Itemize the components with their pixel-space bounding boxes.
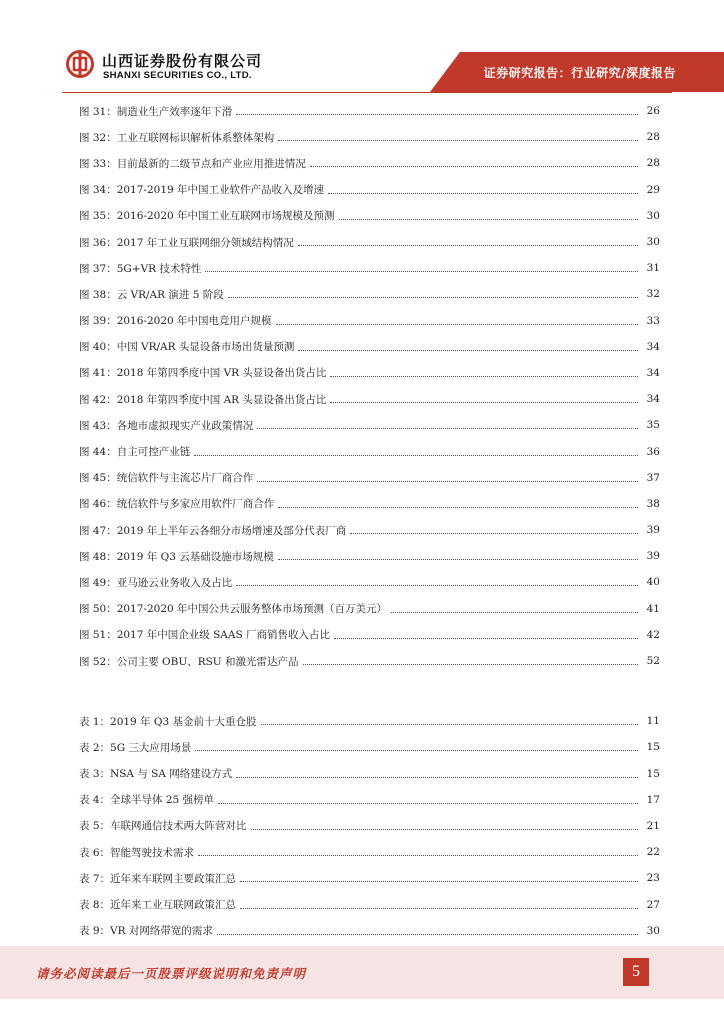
dot-leader: [217, 933, 638, 935]
toc-entry-label: 图 47：2019 年上半年云各细分市场增速及部分代表厂商: [79, 524, 347, 537]
toc-entry-page: 41: [646, 602, 660, 615]
dot-leader: [257, 427, 638, 429]
dot-leader: [328, 192, 638, 194]
toc-entry-label: 表 3：NSA 与 SA 网络建设方式: [79, 768, 233, 781]
dot-leader: [330, 375, 638, 377]
toc-entry[interactable]: [79, 569, 660, 595]
toc-entry[interactable]: [79, 177, 660, 203]
toc-entry[interactable]: [79, 761, 660, 787]
toc-entry-page: 28: [646, 131, 660, 144]
dot-leader: [350, 532, 638, 534]
toc-entry-page: 38: [646, 497, 660, 510]
dot-leader: [261, 723, 638, 725]
toc-entry-label: 表 1：2019 年 Q3 基金前十大重仓股: [79, 715, 257, 728]
dot-leader: [391, 611, 638, 613]
toc-entry-page: 15: [646, 741, 660, 754]
toc-entry-label: 图 49：亚马逊云业务收入及占比: [79, 576, 233, 589]
dot-leader: [298, 244, 638, 246]
toc-entry-page: 22: [646, 846, 660, 859]
toc-entry-page: 39: [646, 550, 660, 563]
toc-entry-page: 17: [646, 793, 660, 806]
toc-entry-page: 40: [646, 576, 660, 589]
page-header: [0, 0, 724, 95]
toc-entry[interactable]: [79, 438, 660, 464]
toc-entry[interactable]: [79, 918, 660, 944]
toc-entry[interactable]: [79, 386, 660, 412]
company-logo-icon: [66, 50, 94, 78]
toc-entry[interactable]: [79, 543, 660, 569]
section-gap: [79, 674, 660, 708]
toc-entry-label: 图 42：2018 年第四季度中国 AR 头显设备出货占比: [79, 393, 327, 406]
toc-entry-label: 表 8：近年来工业互联网政策汇总: [79, 899, 237, 912]
toc-entry[interactable]: [79, 865, 660, 891]
toc-entry-page: 27: [646, 898, 660, 911]
toc-entry-label: 图 40：中国 VR/AR 头显设备市场出货量预测: [79, 341, 295, 354]
table-list: [79, 708, 660, 944]
toc-entry-label: 表 5：车联网通信技术两大阵营对比: [79, 820, 247, 833]
toc-entry-label: 图 46：统信软件与多家应用软件厂商合作: [79, 498, 275, 511]
toc-entry[interactable]: [79, 891, 660, 917]
toc-entry[interactable]: [79, 734, 660, 760]
dot-leader: [236, 776, 638, 778]
dot-leader: [194, 454, 638, 456]
dot-leader: [195, 749, 638, 751]
toc-entry-page: 36: [646, 445, 660, 458]
toc-entry-page: 39: [646, 524, 660, 537]
toc-entry-label: 图 35：2016-2020 年中国工业互联网市场规模及预测: [79, 210, 335, 223]
dot-leader: [198, 854, 638, 856]
dot-leader: [298, 349, 638, 351]
toc-entry-label: 图 31：制造业生产效率逐年下滑: [79, 105, 233, 118]
toc-entry[interactable]: [79, 839, 660, 865]
toc-entry-page: 30: [646, 236, 660, 249]
toc-entry-label: 表 2：5G 三大应用场景: [79, 741, 192, 754]
toc-entry-label: 图 45：统信软件与主流芯片厂商合作: [79, 472, 254, 485]
toc-entry-page: 31: [646, 262, 660, 275]
toc-entry-label: 图 39：2016-2020 年中国电竞用户规模: [79, 315, 272, 328]
toc-entry[interactable]: [79, 517, 660, 543]
dot-leader: [251, 828, 638, 830]
toc-entry[interactable]: [79, 98, 660, 124]
toc-entry-page: 29: [646, 183, 660, 196]
toc-entry-label: 图 48：2019 年 Q3 云基础设施市场规模: [79, 550, 274, 563]
toc-entry[interactable]: [79, 360, 660, 386]
dot-leader: [205, 270, 638, 272]
toc-entry-label: 表 6：智能驾驶技术需求: [79, 846, 195, 859]
toc-entry[interactable]: [79, 465, 660, 491]
toc-entry[interactable]: [79, 334, 660, 360]
dot-leader: [257, 480, 638, 482]
toc-entry-label: 图 44：自主可控产业链: [79, 446, 191, 459]
company-name-en: SHANXI SECURITIES CO., LTD.: [103, 70, 252, 81]
toc-entry-page: 35: [646, 419, 660, 432]
toc-entry[interactable]: [79, 596, 660, 622]
toc-entry-page: 33: [646, 314, 660, 327]
toc-entry-page: 21: [646, 819, 660, 832]
toc-entry-label: 图 51：2017 年中国企业级 SAAS 厂商销售收入占比: [79, 629, 330, 642]
dot-leader: [330, 401, 638, 403]
toc-entry-label: 图 36：2017 年工业互联网细分领域结构情况: [79, 236, 294, 249]
toc-entry-label: 图 34：2017-2019 年中国工业软件产品收入及增速: [79, 184, 325, 197]
toc-entry[interactable]: [79, 412, 660, 438]
toc-entry[interactable]: [79, 203, 660, 229]
dot-leader: [228, 296, 638, 298]
dot-leader: [240, 880, 638, 882]
toc-entry-page: 26: [646, 105, 660, 118]
dot-leader: [236, 584, 638, 586]
toc-entry[interactable]: [79, 308, 660, 334]
toc-entry-label: 图 43：各地市虚拟现实产业政策情况: [79, 419, 254, 432]
toc-entry-label: 图 52：公司主要 OBU、RSU 和激光雷达产品: [79, 655, 299, 668]
toc-entry-page: 32: [646, 288, 660, 301]
toc-entry[interactable]: [79, 124, 660, 150]
table-of-contents: [79, 98, 660, 944]
toc-entry-page: 52: [646, 655, 660, 668]
dot-leader: [339, 218, 638, 220]
toc-entry[interactable]: [79, 622, 660, 648]
toc-entry-page: 15: [646, 767, 660, 780]
toc-entry[interactable]: [79, 150, 660, 176]
dot-leader: [240, 907, 638, 909]
report-type-label: 证券研究报告：行业研究/深度报告: [483, 66, 676, 80]
toc-entry[interactable]: [79, 813, 660, 839]
page-footer: [0, 946, 724, 1024]
toc-entry-page: 34: [646, 340, 660, 353]
toc-entry-label: 表 9：VR 对网络带宽的需求: [79, 925, 213, 938]
toc-entry-page: 37: [646, 471, 660, 484]
toc-entry[interactable]: [79, 229, 660, 255]
toc-entry-label: 图 37：5G+VR 技术特性: [79, 262, 202, 275]
company-name-cn: 山西证券股份有限公司: [102, 52, 263, 70]
page-number: 5: [623, 958, 649, 986]
dot-leader: [278, 558, 638, 560]
dot-leader: [218, 802, 638, 804]
toc-entry-page: 23: [646, 872, 660, 885]
toc-entry-page: 42: [646, 628, 660, 641]
toc-entry[interactable]: [79, 491, 660, 517]
toc-entry-label: 图 32：工业互联网标识解析体系整体架构: [79, 131, 275, 144]
header-divider: [62, 92, 672, 93]
dot-leader: [278, 506, 638, 508]
toc-entry-page: 34: [646, 393, 660, 406]
dot-leader: [303, 663, 639, 665]
toc-entry-label: 图 33：目前最新的二级节点和产业应用推进情况: [79, 157, 306, 170]
toc-entry-page: 11: [646, 715, 660, 728]
toc-entry-page: 30: [646, 924, 660, 937]
dot-leader: [334, 637, 638, 639]
disclaimer-text: 请务必阅读最后一页股票评级说明和免责声明: [36, 966, 307, 981]
toc-entry-page: 30: [646, 209, 660, 222]
dot-leader: [276, 323, 638, 325]
figure-list: [79, 98, 660, 674]
toc-entry[interactable]: [79, 708, 660, 734]
dot-leader: [310, 165, 638, 167]
toc-entry-label: 图 50：2017-2020 年中国公共云服务整体市场预测（百万美元）: [79, 603, 388, 616]
dot-leader: [278, 139, 638, 141]
dot-leader: [236, 113, 638, 115]
toc-entry-label: 图 41：2018 年第四季度中国 VR 头显设备出货占比: [79, 367, 327, 380]
toc-entry[interactable]: [79, 787, 660, 813]
toc-entry[interactable]: [79, 648, 660, 674]
toc-entry[interactable]: [79, 281, 660, 307]
toc-entry-page: 28: [646, 157, 660, 170]
toc-entry-label: 表 7：近年来车联网主要政策汇总: [79, 872, 237, 885]
toc-entry[interactable]: [79, 255, 660, 281]
toc-entry-label: 图 38：云 VR/AR 演进 5 阶段: [79, 288, 224, 301]
toc-entry-page: 34: [646, 366, 660, 379]
toc-entry-label: 表 4：全球半导体 25 强榜单: [79, 794, 215, 807]
